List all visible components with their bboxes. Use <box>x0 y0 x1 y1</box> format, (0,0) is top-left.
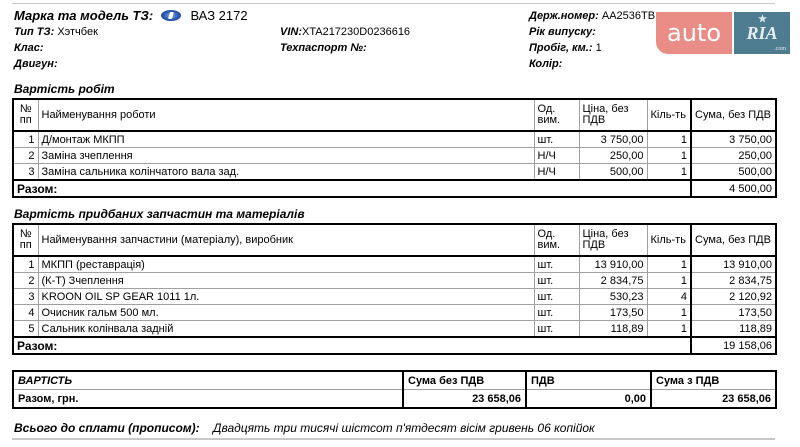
vehicle-type-field <box>14 26 98 38</box>
row-name: Заміна зчеплення <box>38 148 534 164</box>
row-qty: 1 <box>647 256 691 273</box>
summary-col-vat: ПДВ <box>526 371 651 390</box>
works-table-header <box>13 99 776 131</box>
col-unit-header: Од. вим. <box>534 224 579 256</box>
row-name: Заміна сальника колінчатого вала зад. <box>38 164 534 181</box>
autoria-watermark-logo <box>656 12 790 54</box>
col-name-header: Найменування роботи <box>38 99 534 131</box>
col-qty-header: Кіль-ть <box>647 99 691 131</box>
row-price: 530,23 <box>579 289 647 305</box>
color-label: Колір: <box>529 58 563 70</box>
row-price: 118,89 <box>579 321 647 338</box>
row-sum: 250,00 <box>691 148 776 164</box>
row-unit: шт. <box>534 256 579 273</box>
row-unit: шт. <box>534 289 579 305</box>
summary-sum-with-vat: 23 658,06 <box>651 390 776 409</box>
parts-section-title: Вартість придбаних запчастин та матеріалів <box>14 207 305 221</box>
summary-sum-no-vat: 23 658,06 <box>403 390 526 409</box>
row-sum: 3 750,00 <box>691 131 776 148</box>
vehicle-type-label: Тип ТЗ: <box>14 26 55 38</box>
class-field <box>14 42 44 54</box>
techpassport-field <box>280 42 367 54</box>
row-qty: 1 <box>647 148 691 164</box>
row-unit: шт. <box>534 273 579 289</box>
table-row <box>13 148 776 164</box>
total-in-words <box>14 421 595 435</box>
ria-logo-text: RIA <box>746 22 778 43</box>
row-name: Д/монтаж МКПП <box>38 131 534 148</box>
row-unit: шт. <box>534 305 579 321</box>
summary-value-row <box>13 390 776 409</box>
row-num: 4 <box>13 305 38 321</box>
total-in-words-label: Всього до сплати (прописом): <box>14 421 200 435</box>
row-sum: 500,00 <box>691 164 776 181</box>
table-row <box>13 321 776 338</box>
col-price-header: Ціна, без ПДВ <box>579 99 647 131</box>
works-section-title: Вартість робіт <box>14 82 115 96</box>
year-label: Рік випуску: <box>529 26 596 38</box>
row-qty: 1 <box>647 305 691 321</box>
row-name: (К-Т) Зчеплення <box>38 273 534 289</box>
summary-table <box>12 370 777 409</box>
vehicle-type-value: Хэтчбек <box>57 26 98 38</box>
summary-vat: 0,00 <box>526 390 651 409</box>
vin-value: XTA217230D0236616 <box>302 26 411 38</box>
row-num: 2 <box>13 148 38 164</box>
row-name: KROON OIL SP GEAR 1011 1л. <box>38 289 534 305</box>
make-model-field <box>14 8 248 23</box>
table-row <box>13 131 776 148</box>
col-sum-header: Сума, без ПДВ <box>691 224 776 256</box>
row-price: 2 834,75 <box>579 273 647 289</box>
works-total-row <box>13 180 776 197</box>
engine-label: Двигун: <box>14 58 58 70</box>
row-price: 3 750,00 <box>579 131 647 148</box>
row-num: 3 <box>13 289 38 305</box>
col-price-header: Ціна, без ПДВ <box>579 224 647 256</box>
row-price: 500,00 <box>579 164 647 181</box>
techpassport-label: Техпаспорт №: <box>280 42 367 54</box>
make-model-value: ВАЗ 2172 <box>190 8 248 23</box>
row-sum: 118,89 <box>691 321 776 338</box>
row-qty: 1 <box>647 131 691 148</box>
table-row <box>13 273 776 289</box>
row-qty: 1 <box>647 273 691 289</box>
table-row <box>13 289 776 305</box>
row-unit: Н/Ч <box>534 164 579 181</box>
table-row <box>13 305 776 321</box>
engine-field <box>14 58 58 70</box>
col-num-header: № пп <box>13 99 38 131</box>
row-num: 2 <box>13 273 38 289</box>
total-in-words-value: Двадцять три тисячі шістсот п'ятдесят вісім гривень 06 копійок <box>213 421 595 435</box>
col-sum-header: Сума, без ПДВ <box>691 99 776 131</box>
summary-header-row <box>13 371 776 390</box>
bottom-divider <box>12 438 775 440</box>
row-qty: 1 <box>647 321 691 338</box>
parts-total-label: Разом: <box>13 337 691 354</box>
make-model-label: Марка та модель ТЗ: <box>14 8 154 23</box>
row-unit: шт. <box>534 131 579 148</box>
parts-table-header <box>13 224 776 256</box>
row-name: Очисник гальм 500 мл. <box>38 305 534 321</box>
row-sum: 173,50 <box>691 305 776 321</box>
summary-title: ВАРТІСТЬ <box>13 371 403 390</box>
row-num: 1 <box>13 131 38 148</box>
summary-row-label: Разом, грн. <box>13 390 403 409</box>
row-qty: 1 <box>647 164 691 181</box>
row-num: 3 <box>13 164 38 181</box>
row-unit: шт. <box>534 321 579 338</box>
works-table <box>12 98 777 198</box>
ria-logo-block <box>734 12 790 54</box>
works-total-label: Разом: <box>13 180 691 197</box>
class-label: Клас: <box>14 42 44 54</box>
row-price: 250,00 <box>579 148 647 164</box>
row-price: 173,50 <box>579 305 647 321</box>
year-field <box>529 26 596 38</box>
col-name-header: Найменування запчастини (матеріалу), виробник <box>38 224 534 256</box>
row-name: МКПП (реставрація) <box>38 256 534 273</box>
parts-total-value: 19 158,06 <box>691 337 776 354</box>
vin-field <box>280 26 410 38</box>
lada-logo-icon <box>161 10 181 21</box>
plate-value: AA2536TB <box>601 10 656 22</box>
row-sum: 13 910,00 <box>691 256 776 273</box>
parts-total-row <box>13 337 776 354</box>
summary-col-sum-no-vat: Сума без ПДВ <box>403 371 526 390</box>
table-row <box>13 164 776 181</box>
plate-field <box>529 10 655 22</box>
parts-table <box>12 223 777 355</box>
row-num: 5 <box>13 321 38 338</box>
summary-col-sum-with-vat: Сума з ПДВ <box>651 371 776 390</box>
row-num: 1 <box>13 256 38 273</box>
row-name: Сальник колінвала задній <box>38 321 534 338</box>
row-unit: Н/Ч <box>534 148 579 164</box>
plate-label: Держ.номер: <box>529 10 599 22</box>
top-divider <box>12 3 775 4</box>
com-logo-text: .com <box>774 46 786 52</box>
row-qty: 4 <box>647 289 691 305</box>
works-total-value: 4 500,00 <box>691 180 776 197</box>
mileage-value: 1 <box>595 42 602 54</box>
col-qty-header: Кіль-ть <box>647 224 691 256</box>
table-row <box>13 256 776 273</box>
mileage-field <box>529 42 602 54</box>
row-sum: 2 834,75 <box>691 273 776 289</box>
color-field <box>529 58 562 70</box>
vin-label: VIN: <box>280 26 302 38</box>
row-price: 13 910,00 <box>579 256 647 273</box>
row-sum: 2 120,92 <box>691 289 776 305</box>
auto-logo-text: auto <box>656 12 732 54</box>
col-num-header: № пп <box>13 224 38 256</box>
mileage-label: Пробіг, км.: <box>529 42 593 54</box>
star-icon: ★ <box>758 14 767 25</box>
col-unit-header: Од. вим. <box>534 99 579 131</box>
